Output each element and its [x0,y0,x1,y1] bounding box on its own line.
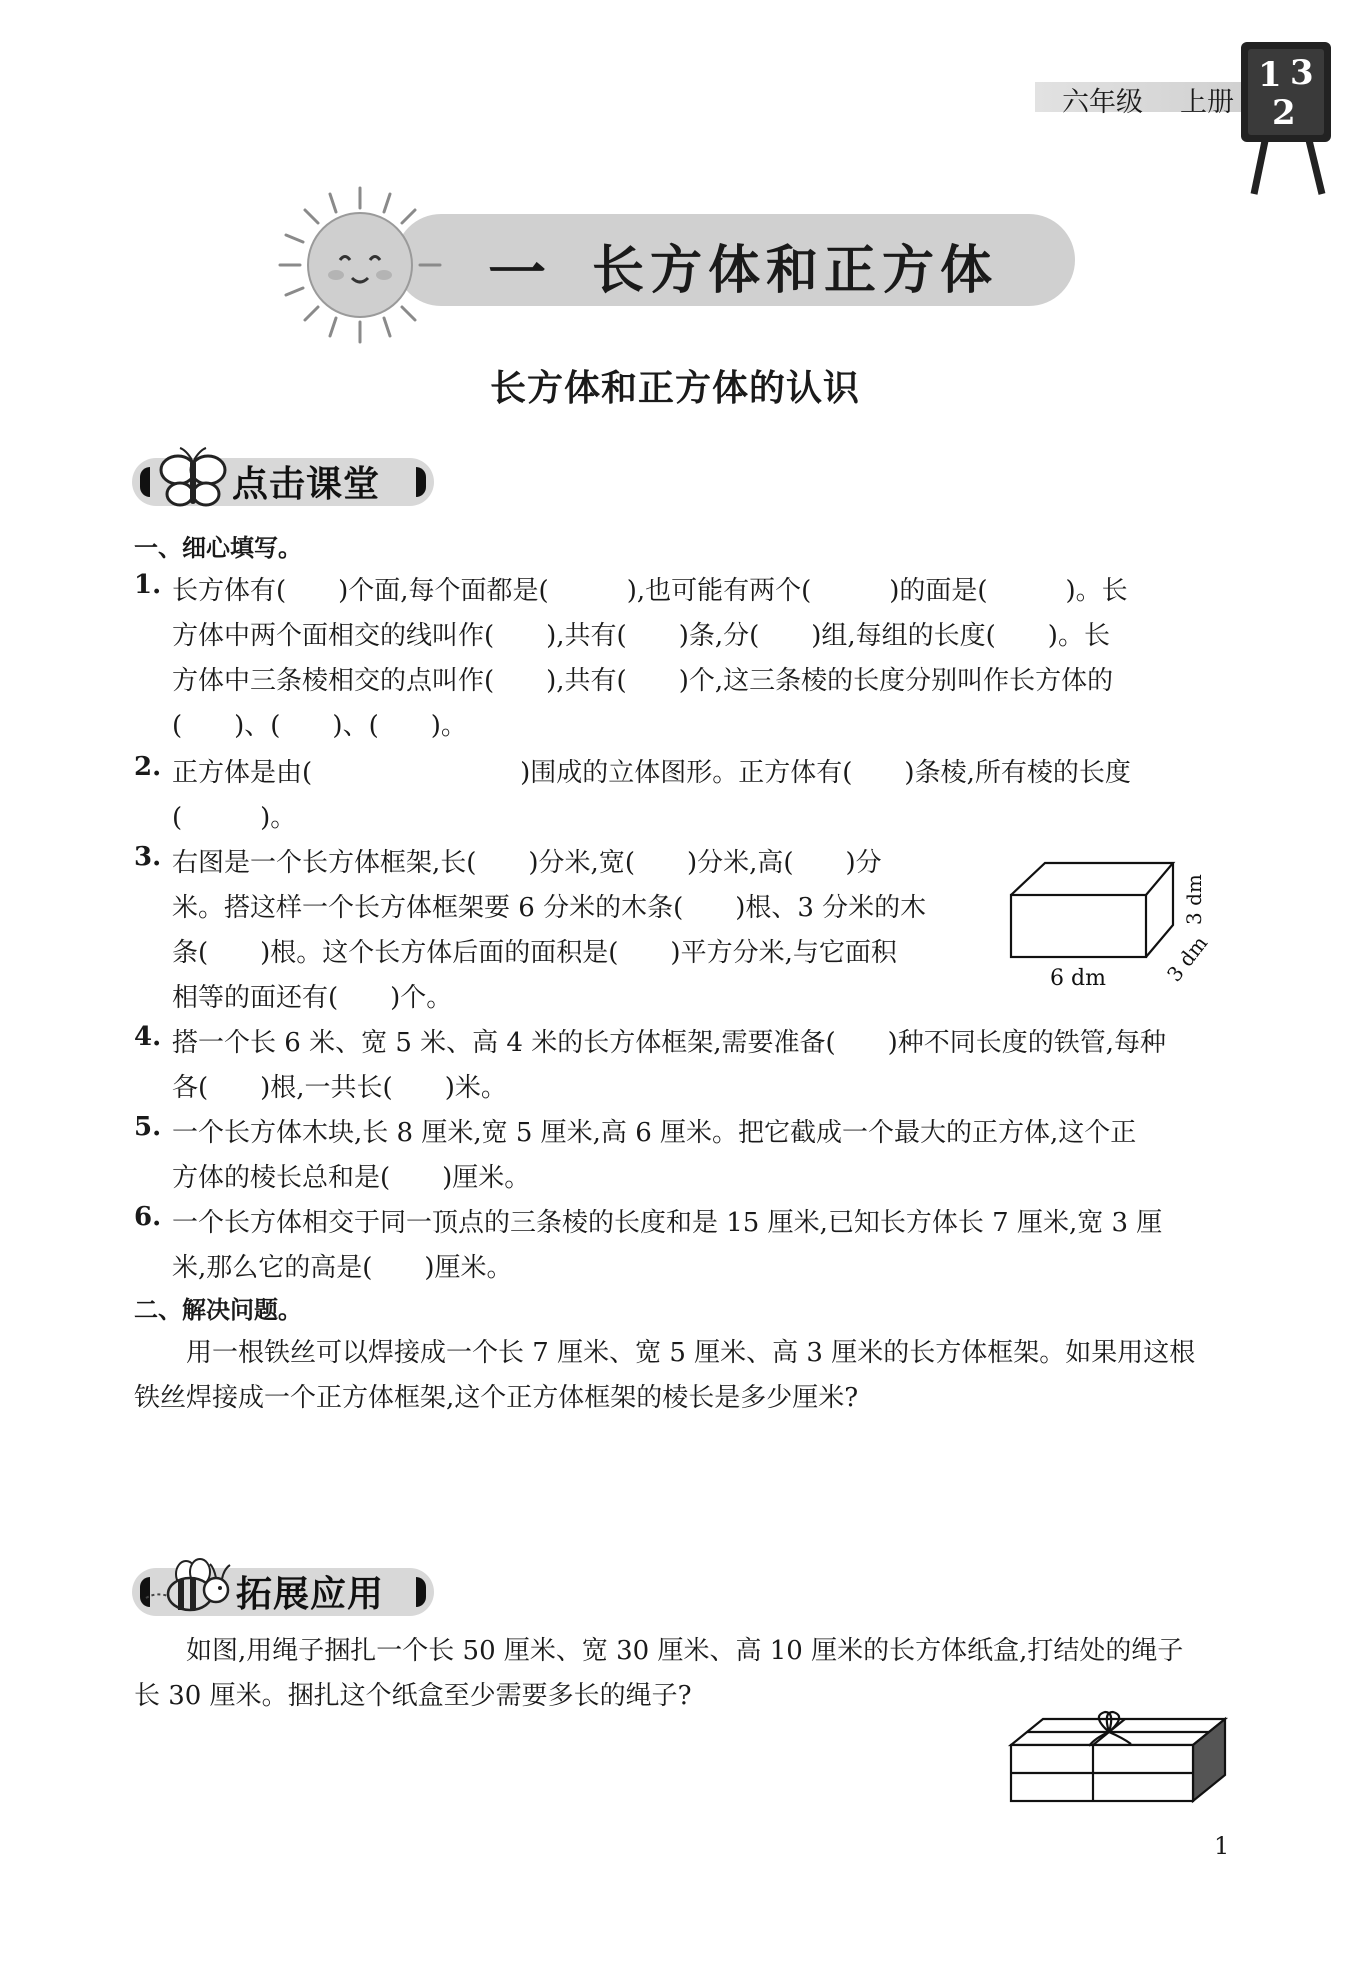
term-label: 上册 [1180,87,1234,118]
grade-label: 六年级 [1062,87,1143,118]
section-title-class: 点击课堂 [232,464,381,505]
chapter-title: 长方体和正方体 [592,241,999,301]
problem-text: 铁丝焊接成一个正方体框架,这个正方体框架的棱长是多少厘米? [134,1383,859,1413]
board-digit: 2 [1272,93,1296,133]
item-text: ( )、( )、( )。 [172,711,467,741]
item-text: 米,那么它的高是( )厘米。 [172,1253,513,1283]
item-text: 方体中两个面相交的线叫作( ),共有( )条,分( )组,每组的长度( )。长 [172,621,1110,651]
item-number: 1. [134,570,162,600]
item-text: 相等的面还有( )个。 [172,983,453,1013]
item-text: ( )。 [172,803,297,833]
item-text: 一个长方体木块,长 8 厘米,宽 5 厘米,高 6 厘米。把它截成一个最大的正方体,这个正 [172,1118,1137,1148]
item-number: 5. [134,1112,162,1142]
badge-cap-right [416,1577,426,1607]
item-text: 长方体有( )个面,每个面都是( ),也可能有两个( )的面是( )。长 [172,576,1128,606]
item-text: 各( )根,一共长( )米。 [172,1073,507,1103]
item-number: 4. [134,1022,162,1052]
chalkboard-icon [1236,36,1336,202]
board-digit: 1 [1258,55,1282,95]
item-number: 3. [134,842,162,872]
width-label: 3 dm [1162,931,1213,987]
item-text: 右图是一个长方体框架,长( )分米,宽( )分米,高( )分 [172,848,882,878]
badge-cap-left [140,467,150,497]
item-text: 方体的棱长总和是( )厘米。 [172,1163,531,1193]
item-number: 6. [134,1202,162,1232]
problem-text: 用一根铁丝可以焊接成一个长 7 厘米、宽 5 厘米、高 3 厘米的长方体框架。如果用这根 [186,1338,1196,1368]
item-text: 方体中三条棱相交的点叫作( ),共有( )个,这三条棱的长度分别叫作长方体的 [172,666,1114,696]
part2-heading: 二、解决问题。 [134,1296,302,1324]
length-label: 6 dm [1050,966,1106,991]
extension-text: 如图,用绳子捆扎一个长 50 厘米、宽 30 厘米、高 10 厘米的长方体纸盒,打结处的绳子 [186,1636,1184,1666]
part1-heading: 一、细心填写。 [134,534,302,562]
item-text: 米。搭这样一个长方体框架要 6 分米的木条( )根、3 分米的木 [172,893,927,923]
height-label: 3 dm [1182,874,1206,925]
gift-box-figure [1005,1705,1235,1810]
board-digit: 3 [1290,53,1314,93]
badge-cap-right [416,467,426,497]
chapter-number: 一 [488,239,547,307]
item-text: 搭一个长 6 米、宽 5 米、高 4 米的长方体框架,需要准备( )种不同长度的铁管,每种 [172,1028,1167,1058]
lesson-title: 长方体和正方体的认识 [489,368,860,409]
item-text: 正方体是由( )围成的立体图形。正方体有( )条棱,所有棱的长度 [172,758,1131,788]
section-title-extend: 拓展应用 [236,1574,385,1615]
extension-text: 长 30 厘米。捆扎这个纸盒至少需要多长的绳子? [134,1681,692,1711]
page-number: 1 [1214,1832,1230,1860]
item-text: 一个长方体相交于同一顶点的三条棱的长度和是 15 厘米,已知长方体长 7 厘米,宽 3 厘 [172,1208,1163,1238]
item-number: 2. [134,752,162,782]
cuboid-figure [1005,855,1220,995]
butterfly-icon [158,446,228,514]
sun-icon [270,180,450,350]
bee-icon [142,1554,238,1618]
item-text: 条( )根。这个长方体后面的面积是( )平方分米,与它面积 [172,938,897,968]
